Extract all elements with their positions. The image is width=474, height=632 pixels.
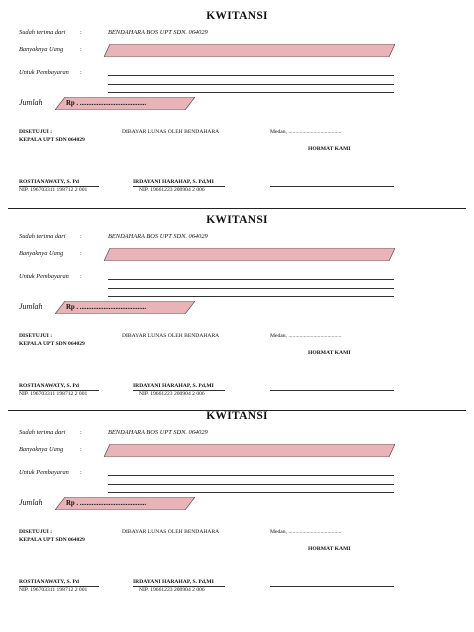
received-from-value: BENDAHARA BOS UPT SDN. 064029 (108, 233, 208, 240)
purpose-line-2[interactable] (108, 84, 394, 85)
colon: : (80, 429, 82, 436)
head-label: KEPALA UPT SDN 064029 (19, 537, 85, 543)
respect-label: HORMAT KAMI (308, 146, 351, 152)
purpose-line-3[interactable] (108, 92, 394, 93)
purpose-label: Untuk Pembayaran (19, 273, 69, 280)
received-from-label: Sudah terima dari (19, 429, 66, 436)
rp-amount: Rp . ....................................... (66, 500, 147, 507)
colon: : (80, 250, 82, 257)
amount-words-label: Banyaknya Uang (19, 250, 64, 257)
treasurer-name: IRDAYANI HARAHAP, S. Pd,MI (133, 383, 214, 389)
approved-label: DISETUJUI : (19, 333, 53, 339)
receipt-separator (8, 410, 466, 411)
colon: : (80, 69, 82, 76)
colon: : (80, 469, 82, 476)
head-name: ROSTIANAWATY, S. Pd (19, 579, 79, 585)
colon: : (80, 273, 82, 280)
head-nip: NIP. 196703311 198712 2 001 (19, 187, 88, 193)
treasurer-name: IRDAYANI HARAHAP, S. Pd,MI (133, 179, 214, 185)
head-label: KEPALA UPT SDN 064029 (19, 137, 85, 143)
purpose-line-2[interactable] (108, 288, 394, 289)
rp-amount: Rp . ....................................... (66, 100, 147, 107)
receipt-title: KWITANSI (206, 410, 268, 422)
place-date: Medan, ...................................... (270, 529, 342, 535)
purpose-line-1[interactable] (108, 279, 394, 280)
place-date: Medan, ...................................... (270, 129, 342, 135)
total-label: Jumlah (19, 302, 43, 311)
paid-by-treasurer-label: DIBAYAR LUNAS OLEH BENDAHARA (122, 333, 220, 339)
signature-line[interactable] (270, 586, 394, 587)
paid-by-treasurer-label: DIBAYAR LUNAS OLEH BENDAHARA (122, 529, 220, 535)
received-from-value: BENDAHARA BOS UPT SDN. 064029 (108, 29, 208, 36)
amount-words-label: Banyaknya Uang (19, 446, 64, 453)
amount-words-field[interactable] (104, 44, 395, 57)
signature-line[interactable] (270, 186, 394, 187)
head-name: ROSTIANAWATY, S. Pd (19, 179, 79, 185)
purpose-label: Untuk Pembayaran (19, 69, 69, 76)
amount-words-label: Banyaknya Uang (19, 46, 64, 53)
purpose-line-3[interactable] (108, 296, 394, 297)
respect-label: HORMAT KAMI (308, 546, 351, 552)
rp-amount: Rp . ....................................... (66, 304, 147, 311)
approved-label: DISETUJUI : (19, 129, 53, 135)
colon: : (80, 29, 82, 36)
receipt-title: KWITANSI (206, 214, 268, 226)
purpose-line-1[interactable] (108, 75, 394, 76)
purpose-line-1[interactable] (108, 475, 394, 476)
treasurer-name: IRDAYANI HARAHAP, S. Pd,MI (133, 579, 214, 585)
received-from-label: Sudah terima dari (19, 233, 66, 240)
colon: : (80, 446, 82, 453)
colon: : (80, 46, 82, 53)
receipt-title: KWITANSI (206, 10, 268, 22)
purpose-label: Untuk Pembayaran (19, 469, 69, 476)
treasurer-nip: NIP. 19661223 200904 2 006 (139, 587, 205, 593)
total-label: Jumlah (19, 98, 43, 107)
received-from-value: BENDAHARA BOS UPT SDN. 064029 (108, 429, 208, 436)
head-label: KEPALA UPT SDN 064029 (19, 341, 85, 347)
treasurer-nip: NIP. 19661223 200904 2 006 (139, 391, 205, 397)
receipt-separator (8, 208, 466, 209)
approved-label: DISETUJUI : (19, 529, 53, 535)
amount-words-field[interactable] (104, 248, 395, 261)
respect-label: HORMAT KAMI (308, 350, 351, 356)
purpose-line-3[interactable] (108, 492, 394, 493)
paid-by-treasurer-label: DIBAYAR LUNAS OLEH BENDAHARA (122, 129, 220, 135)
received-from-label: Sudah terima dari (19, 29, 66, 36)
head-nip: NIP. 196703311 198712 2 001 (19, 587, 88, 593)
treasurer-nip: NIP. 19661223 200904 2 006 (139, 187, 205, 193)
amount-words-field[interactable] (104, 444, 395, 457)
total-label: Jumlah (19, 498, 43, 507)
purpose-line-2[interactable] (108, 484, 394, 485)
head-nip: NIP. 196703311 198712 2 001 (19, 391, 88, 397)
signature-line[interactable] (270, 390, 394, 391)
head-name: ROSTIANAWATY, S. Pd (19, 383, 79, 389)
place-date: Medan, ...................................... (270, 333, 342, 339)
colon: : (80, 233, 82, 240)
